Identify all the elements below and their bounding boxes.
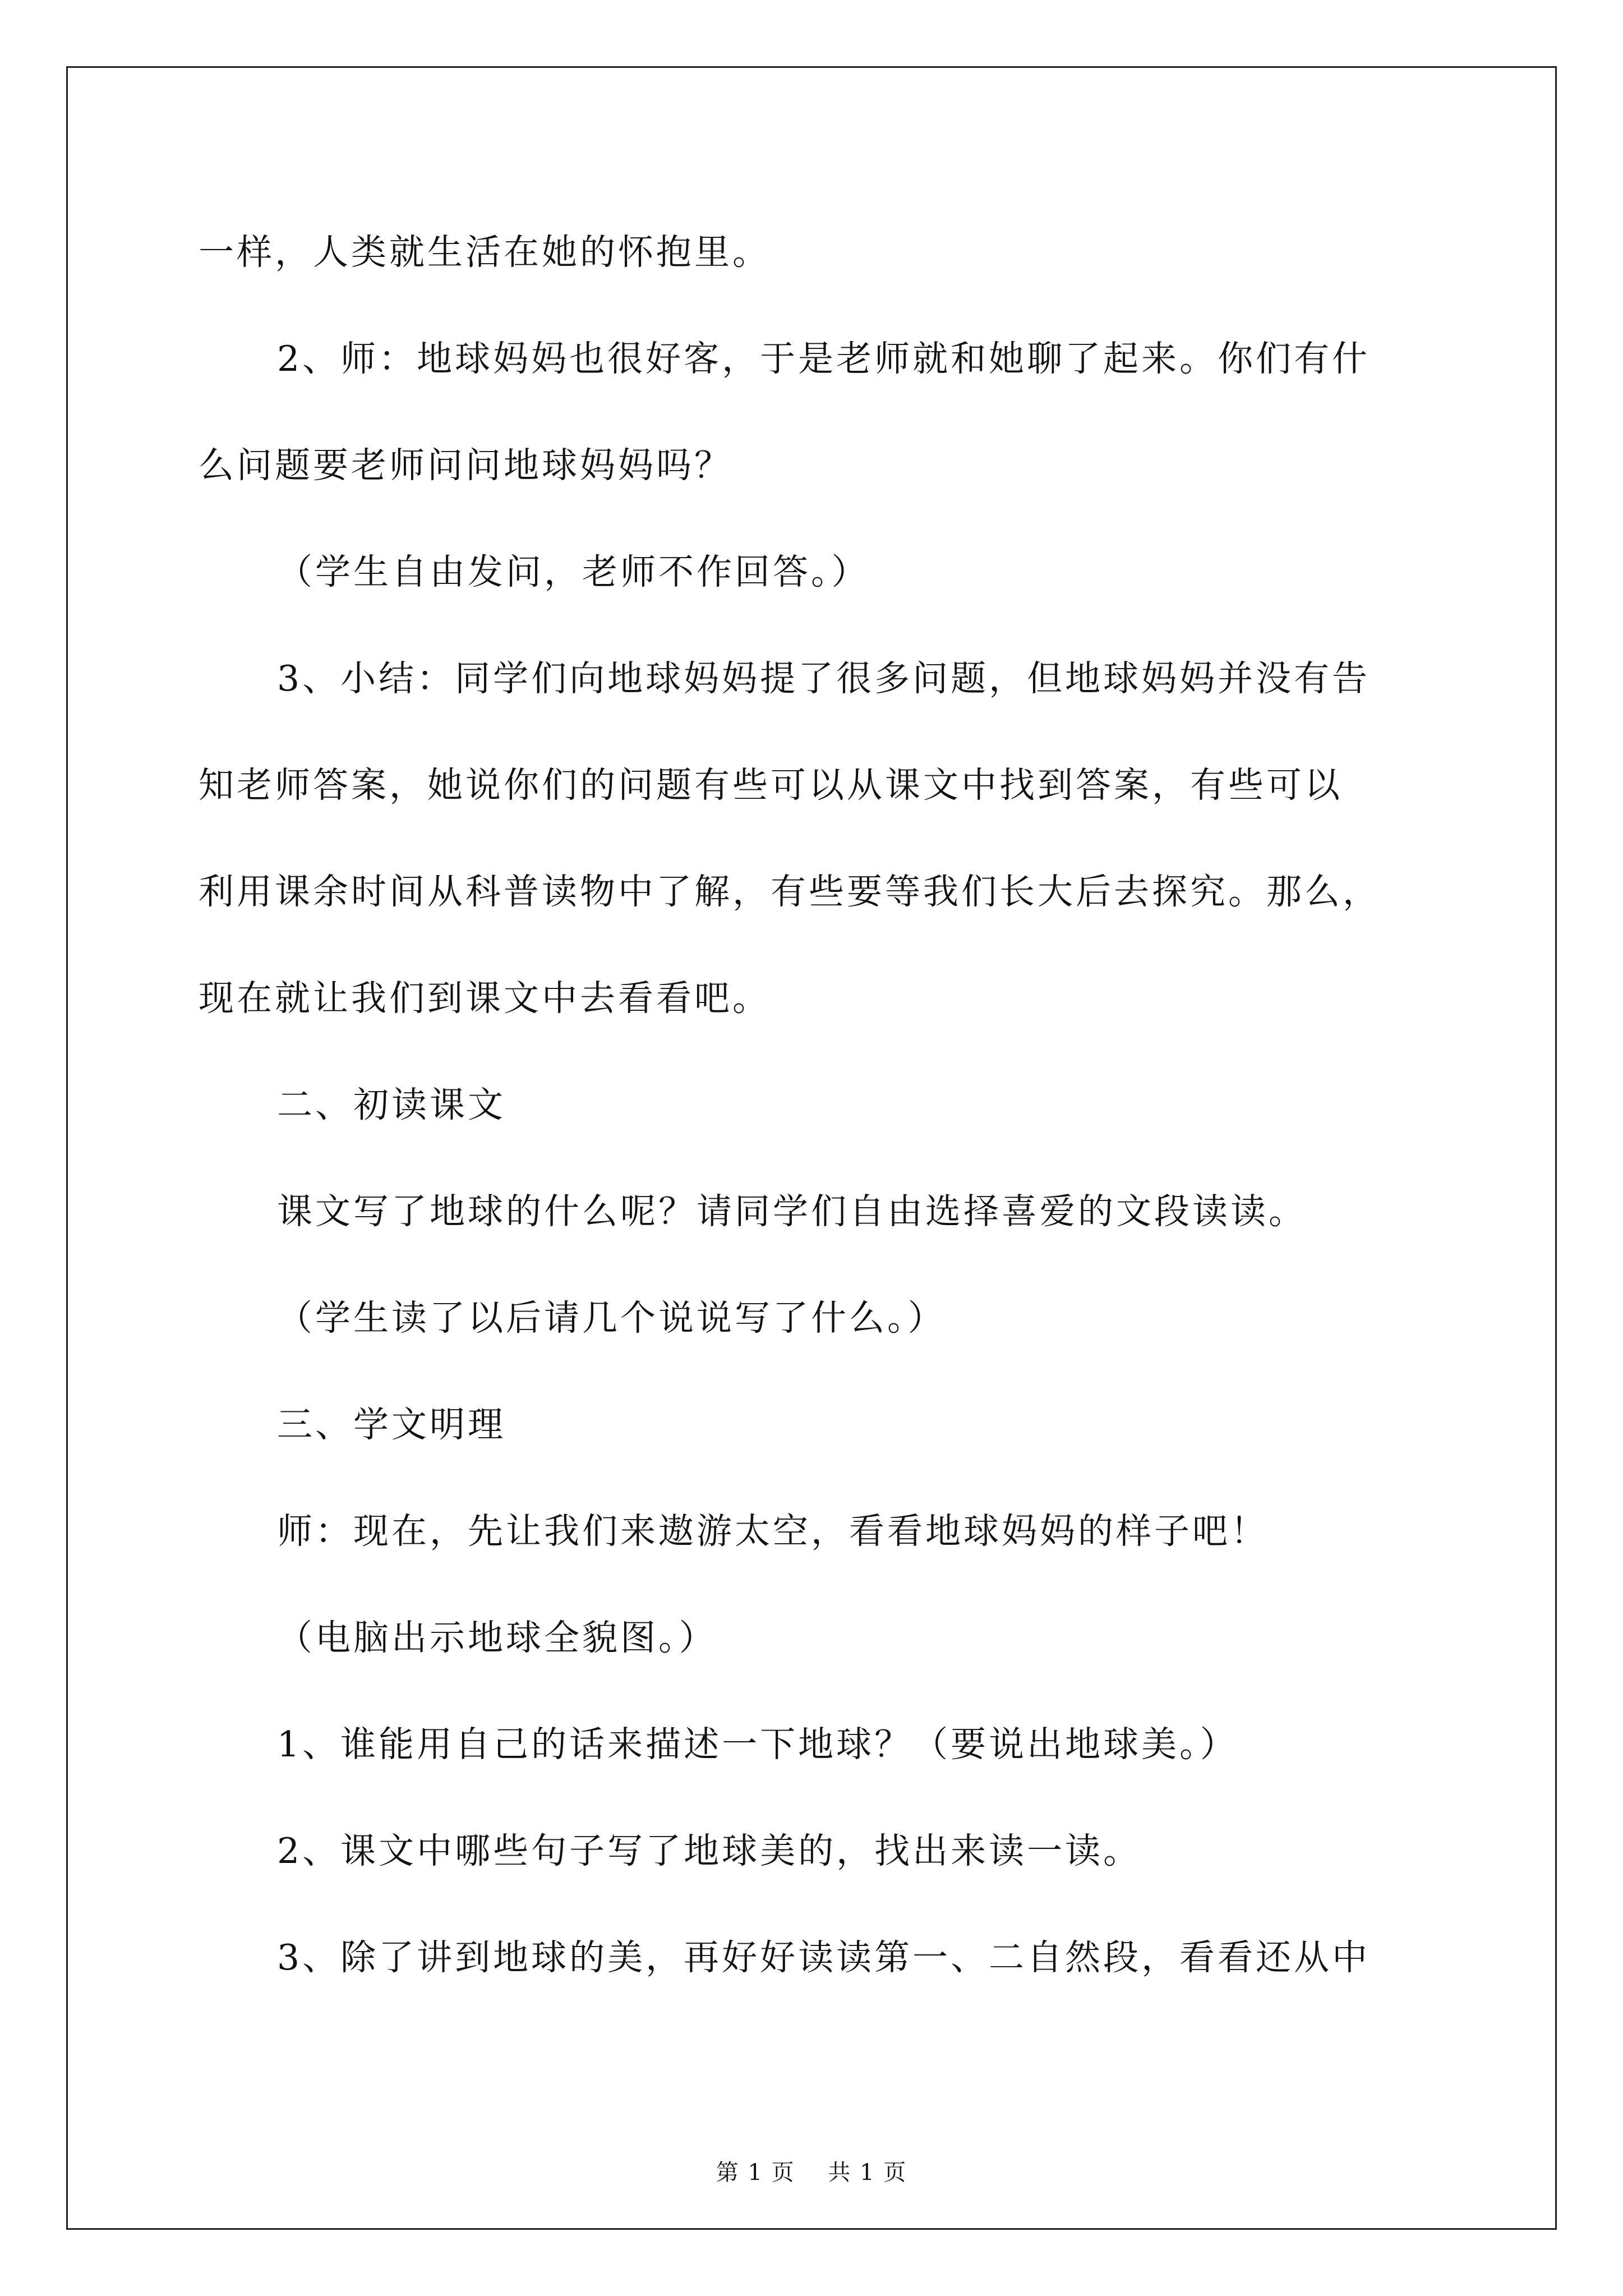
text-line: 3、除了讲到地球的美，再好好读读第一、二自然段，看看还从中: [277, 1937, 1371, 1978]
text-line: 师：现在，先让我们来遨游太空，看看地球妈妈的样子吧！: [277, 1511, 1269, 1552]
text-line: 一样，人类就生活在她的怀抱里。: [199, 232, 771, 273]
text-line: 知老师答案，她说你们的问题有些可以从课文中找到答案，有些可以: [199, 765, 1343, 806]
text-line: 课文写了地球的什么呢？请同学们自由选择喜爱的文段读读。: [277, 1191, 1307, 1232]
page-number-footer: 第 1 页 共 1 页: [716, 2160, 907, 2185]
section-heading: 三、学文明理: [277, 1404, 506, 1445]
text-line: （学生自由发问，老师不作回答。）: [277, 551, 870, 592]
text-line: 1、谁能用自己的话来描述一下地球？（要说出地球美。）: [277, 1724, 1238, 1765]
text-line: 2、师：地球妈妈也很好客，于是老师就和她聊了起来。你们有什: [277, 338, 1371, 379]
page-border: [66, 66, 1557, 2230]
text-line: 2、课文中哪些句子写了地球美的，找出来读一读。: [277, 1830, 1142, 1871]
text-line: （学生读了以后请几个说说写了什么。）: [277, 1297, 946, 1338]
text-line: 利用课余时间从科普读物中了解，有些要等我们长大后去探究。那么，: [199, 871, 1381, 912]
text-line: 么问题要老师问问地球妈妈吗？: [199, 445, 732, 486]
text-line: （电脑出示地球全貌图。）: [277, 1617, 717, 1658]
text-line: 现在就让我们到课文中去看看吧。: [199, 978, 771, 1019]
section-heading: 二、初读课文: [277, 1084, 506, 1125]
text-line: 3、小结：同学们向地球妈妈提了很多问题，但地球妈妈并没有告: [277, 658, 1371, 699]
